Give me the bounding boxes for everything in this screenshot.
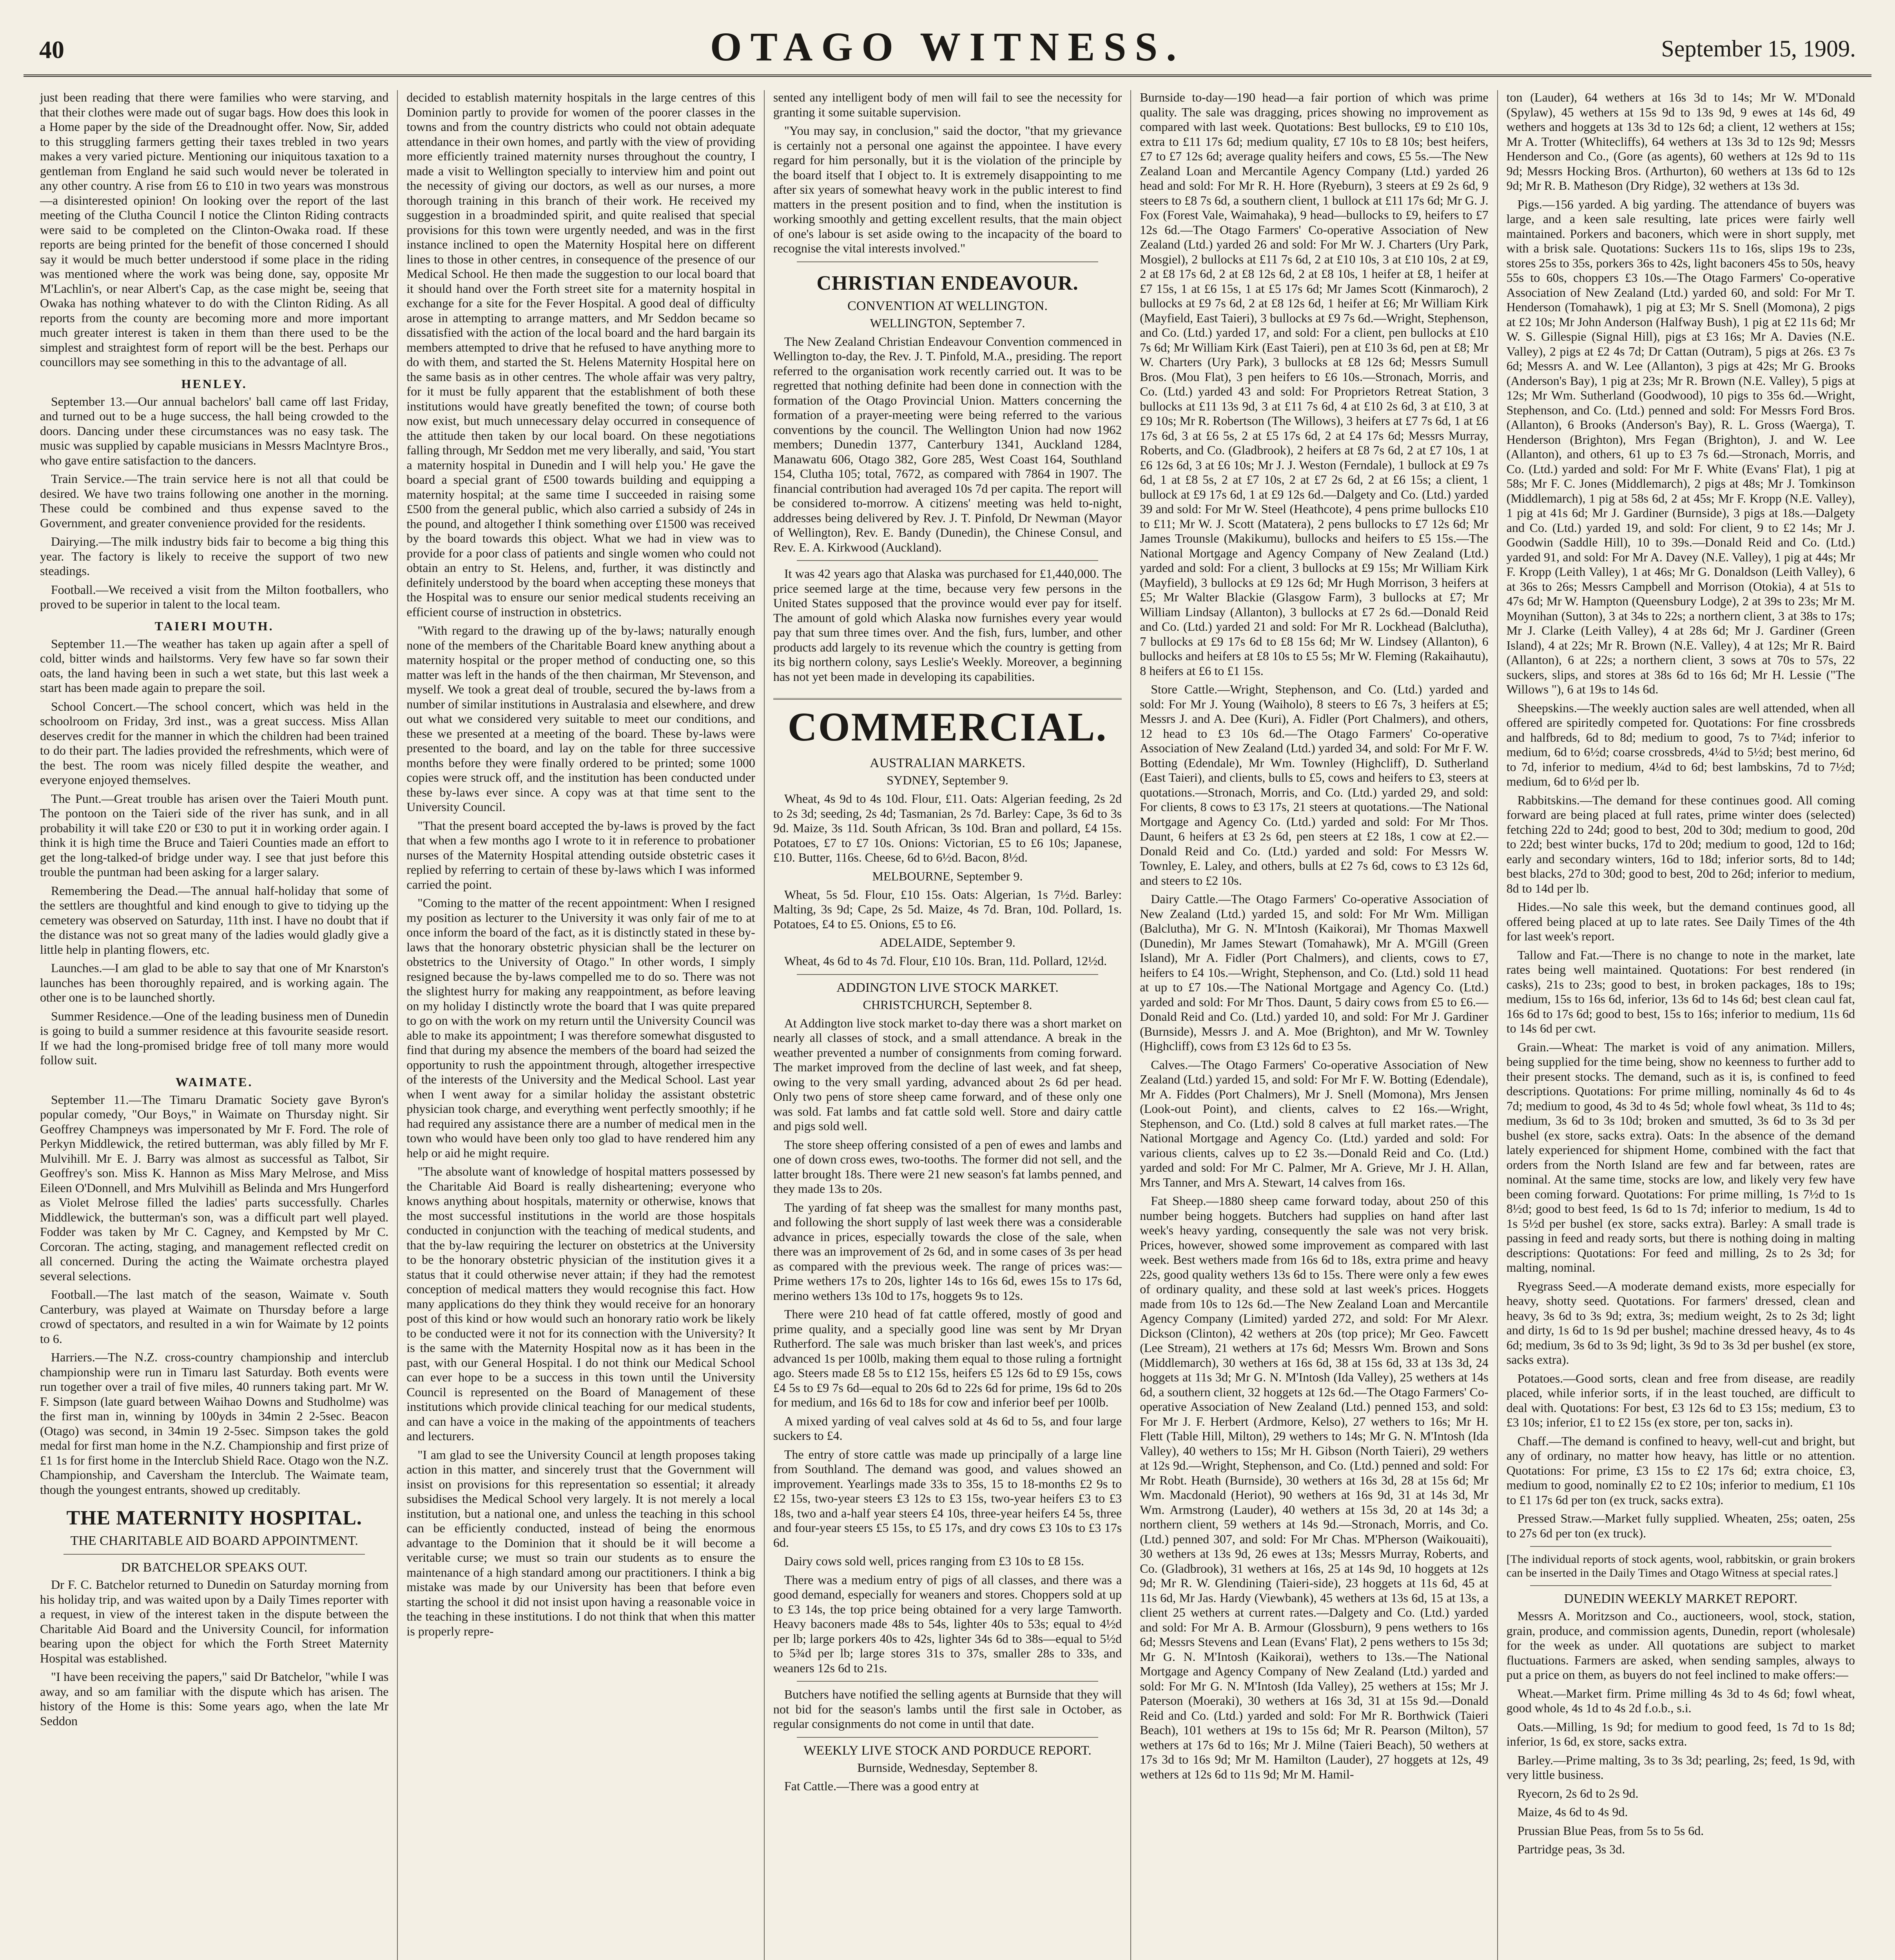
article-paragraph: "Coming to the matter of the recent appointment: When I resigned my position as lecturer to the University it was only fair of me to at once inform the board of the fact, as it is distinctly stated in these by-laws that the honorary obstetric physician shall be the lecturer on obstetrics to the University of Otago." In other words, I simply resigned because the by-laws compelled me to do so. There was not the slightest hurry for making any reappointment, as before leaving on my holiday I distinctly wrote the board that I was quite prepared to go on with the work on my return until the University Council was able to make its appointment; I was therefore somewhat disgusted to find that during my absence the members of the board had seized the opportunity to rush the appointment through, altogether irrespective of the interests of the University and the Medical School. Last year when I went away for a similar holiday the assistant obstetric physician took charge, and everything went perfectly smoothly; if he had required any assistance there are a number of medical men in the town who would have been only too glad to have rendered him any help or aid he might require. bbox=[406, 896, 755, 1160]
article-paragraph: The store sheep offering consisted of a pen of ewes and lambs and one of down cross ewes, two-tooths. The former did not sell, and the latter brought 18s. There were 21 new season's fat lambs penned, and they made 13s to 20s. bbox=[773, 1137, 1122, 1196]
dateline: ADELAIDE, September 9. bbox=[879, 935, 1016, 949]
article-paragraph: "I am glad to see the University Council at length proposes taking action in this matter, and sincerely trust that the Government will insist on provisions for this representation so essential; it already subsidises the Medical School very largely. It is not merely a local institution, but a national one, and unless the teaching in this school can be efficiently conducted, instead of being the enormous advantage to the Dominion that it should be it will become a veritable curse; we must so train our students as to ensure the maintenance of a high standard among our practitioners. I think a big mistake was made by our University has been that before even starting the school it did not insist upon having a reasonable voice in the teaching in these institutions. I do not think that when this matter is properly repre- bbox=[406, 1447, 755, 1638]
article-paragraph: Tallow and Fat.—There is no change to note in the market, late rates being well maintained. Quotations: For best rendered (in casks), 21s to 23s; good to best, in broken packages, 18s to 19s; medium, 15s to 16s 6d, inferior, 13s 6d to 14s 6d; best clean caul fat, 16s 6d to 17s 6d; good to best, 15s to 16s; inferior to medium, 11s 6d to 14s 6d per cwt. bbox=[1506, 947, 1855, 1035]
article-paragraph: September 11.—The Timaru Dramatic Society gave Byron's popular comedy, "Our Boys," in Waimate on Thursday night. Sir Geoffrey Champneys was impersonated by Mr F. Ford. The role of Perkyn Middlewick, the retired butterman, was ably filled by Mr F. Mulvihill. Mr E. J. Barry was almost as successful as Talbot, Sir Geoffrey's son. Miss K. Hannon as Miss Mary Melrose, and Miss Eileen O'Donnell, and Mrs Mulvihill as Belinda and Mrs Hungerford as Violet Melrose filled the ladies' parts successfully. Charles Middlewick, the butterman's son, was a difficult part well played. Fodder was taken by Mr C. Cagney, and Kempsted by Mr C. Corcoran. The acting, staging, and management reflected credit on all concerned. During the acting the Waimate orchestra played several selections. bbox=[40, 1092, 389, 1283]
article-paragraph: Grain.—Wheat: The market is void of any animation. Millers, being supplied for the time being, show no keenness to further add to their present stocks. The demand, such as it is, is confined to feed descriptions. Quotations: For prime milling, nominally 4s 6d to 4s 7d; medium to good, 4s 3d to 4s 5d; whole fowl wheat, 3s 11d to 4s; medium, 3s 6d to 3s 10d; broken and smutted, 3s 6d to 3s 3d per bushel (ex store, sacks extra). Oats: In the absence of the demand lately experienced for shipment Home, combined with the fact that orders from the North Island are few and far between, rates are nominal. At the same time, stocks are low, and likely very few have been coming forward. Quotations: For prime milling, 1s 7½d to 1s 8½d; good to best feed, 1s 6d to 1s 7d; inferior to medium, 1s 4d to 1s 5½d per bushel (ex store, sacks extra). Barley: A small trade is passing in feed and ready sorts, but there is nothing doing in malting descriptions: Quotations: For feed and milling, 2s to 2s 3d; for malting, nominal. bbox=[1506, 1040, 1855, 1274]
article-paragraph: School Concert.—The school concert, which was held in the schoolroom on Friday, 3rd inst., was a great success. Miss Allan deserves credit for the manner in which the children had been trained to do their part. The ladies provided the refreshments, which were of the best. The room was nicely filled despite the weather, and everyone enjoyed themselves. bbox=[40, 699, 389, 787]
column-5 bbox=[1497, 90, 1864, 1960]
column-1 bbox=[31, 90, 397, 1960]
article-paragraph: Launches.—I am glad to be able to say that one of Mr Knarston's launches has been thoroughly repaired, and is working again. The other one is to be launched shortly. bbox=[40, 961, 389, 1004]
article-paragraph: Wheat.—Market firm. Prime milling 4s 3d to 4s 6d; fowl wheat, good whole, 4s 1d to 4s 2d f.o.b., s.i. bbox=[1506, 1686, 1855, 1715]
editorial-note: [The individual reports of stock agents, wool, rabbitskin, or grain brokers can be inserted in the Daily Times and Otago Witness at special rates.] bbox=[1506, 1553, 1855, 1579]
divider bbox=[1530, 1546, 1832, 1547]
article-headline-christian-endeavour: CHRISTIAN ENDEAVOUR. bbox=[816, 272, 1079, 294]
article-paragraph: Ryecorn, 2s 6d to 2s 9d. bbox=[1517, 1786, 1639, 1800]
article-paragraph: The yarding of fat sheep was the smallest for many months past, and following the short supply of last week there was a considerable advance in prices, especially towards the close of the sale, when there was an improvement of 2s 6d, and in some cases of 3s per head as compared with the previous week. The range of prices was:—Prime wethers 17s to 20s, lighter 14s to 16s 6d, ewes 15s to 17s 6d, merino wethers 13s 10d to 17s, hoggets 9s to 12s. bbox=[773, 1200, 1122, 1303]
article-subheadline: CONVENTION AT WELLINGTON. bbox=[847, 298, 1048, 313]
article-paragraph: Wheat, 4s 6d to 4s 7d. Flour, £10 10s. Bran, 11d. Pollard, 12½d. bbox=[784, 954, 1107, 968]
article-paragraph: Football.—We received a visit from the Milton footballers, who proved to be superior in talent to the local team. bbox=[40, 582, 389, 611]
article-paragraph: Remembering the Dead.—The annual half-holiday that some of the settlers are thoughtful and kind enough to give to tidying up the cemetery was observed on Saturday, 11th inst. I have no doubt that if the distance was not so great many of the ladies would gladly give a little help in planting flowers, etc. bbox=[40, 883, 389, 956]
article-paragraph: The Punt.—Great trouble has arisen over the Taieri Mouth punt. The pontoon on the Taieri side of the river has sunk, and in all probability it will take £20 or £30 to put it in working order again. I think it is high time the Bruce and Taieri Counties made an effort to get the long-talked-of bridge under way. I see that just before this trouble the puntman had been asking for a larger salary. bbox=[40, 791, 389, 879]
section-headline-commercial: COMMERCIAL. bbox=[773, 698, 1122, 750]
divider bbox=[797, 560, 1098, 561]
article-paragraph: There was a medium entry of pigs of all classes, and there was a good demand, especially for weaners and stores. Choppers sold at up to £3 14s, the top price being obtained for a very large Tamworth. Heavy baconers made 48s to 54s, lighter 40s to 53s; equal to 4½d per lb; large porkers 40s to 42s, lighter 34s 6d to 38s—equal to 5½d to 5¾d per lb; large stores 31s to 37s, smaller 28s to 33s, and weaners 12s 6d to 21s. bbox=[773, 1572, 1122, 1675]
article-paragraph: Harriers.—The N.Z. cross-country championship and interclub championship were run in Timaru last Saturday. Both events were run together over a trail of five miles, 40 runners taking part. Mr W. F. Simpson (late guard between Waihao Downs and Studholme) was the first man in, winning by 100yds in 34min 2 2-5sec. Beacon (Otago) was second, in 34min 19 2-5sec. Simpson takes the gold medal for first man home in the N.Z. Championship and first prize of £1 1s for first home in the Interclub Shield Race. Otago won the N.Z. Championship, and Caversham the Interclub. The Waimate team, though the youngest entrants, showed up creditably. bbox=[40, 1350, 389, 1497]
section-heading-waimate: WAIMATE. bbox=[175, 1074, 253, 1089]
article-paragraph: "That the present board accepted the by-laws is proved by the fact that when a few months ago I wrote to it in reference to probationer nurses of the Maternity Hospital attending outside obstetric cases it replied by referring to certain of these by-laws which I was informed carried the point. bbox=[406, 818, 755, 891]
article-paragraph: Ryegrass Seed.—A moderate demand exists, more especially for heavy, shotty seed. Quotations. For farmers' dressed, clean and heavy, 3s 6d to 3s 9d; extra, 3s; medium weight, 2s to 2s 3d; light and dirty, 1s 6d to 1s 9d per bushel; machine dressed heavy, 4s to 4s 6d; medium, 3s 6d to 3s 9d; light, 3s 9d to 3s 3d per bushel (ex store, sacks extra). bbox=[1506, 1279, 1855, 1367]
article-paragraph: Messrs A. Moritzson and Co., auctioneers, wool, stock, station, grain, produce, and commission agents, Dunedin, report (wholesale) for the week as under. All quotations are subject to market fluctuations. Farmers are asked, when sending samples, always to put a price on them, as buyers do not feel inclined to make offers:— bbox=[1506, 1609, 1855, 1682]
article-paragraph: Store Cattle.—Wright, Stephenson, and Co. (Ltd.) yarded and sold: For Mr J. Young (Waiholo), 8 steers to £6 7s, 3 heifers at £5; Messrs J. and A. Dee (Kuri), A. Fidler (Port Chalmers), and others, 12 head to £3 10s 6d.—The Otago Farmers' Co-operative Association of New Zealand (Ltd.) yarded 34, and sold: For Mr F. W. Botting (Edendale), Mr Wm. Townley (Highcliff), D. Sutherland (East Taieri), and clients, bulls to £5, cows and heifers to £3, steers at quotations.—Stronach, Morris, and Co. (Ltd.) yarded 29, and sold: For clients, 8 cows to £3 17s, 21 steers at quotations.—The National Mortgage and Agency Co. (Ltd.) yarded and sold: For Mr Thos. Daunt, 6 heifers at £3 2s 6d, pen steers at £2 18s, 1 cow at £2.—Donald Reid and Co. (Ltd.) yarded and sold: For Messrs W. Townley, E. Laley, and others, bulls at £2 7s 6d, cows to £3 12s 6d, and steers to £2 10s. bbox=[1140, 682, 1489, 887]
article-paragraph: "The absolute want of knowledge of hospital matters possessed by the Charitable Aid Board is really disheartening; everyone who knows anything about hospitals, maternity or otherwise, knows that the most successful institutions in the world are those hospitals conducted in conjunction with the teaching of medical students, and that the by-law requiring the lecturer on obstetrics at the University to be the honorary obstetric physician of the institution gives it a status that it could otherwise never attain; if they had the remotest conception of medical matters they would recognise this fact. How many applications do they think they would receive for an honorary post of this kind or how would such an honorary ratio work be likely to be conducted were it not for its connection with the University? It is the same with the Maternity Hospital now as it has been in the past, with our General Hospital. I do not think our Medical School can ever hope to be a success in this town until the University Council is represented on the Board of Management of these institutions which provide clinical teaching for our medical students, and can have a voice in the making of the appointments of teachers and lecturers. bbox=[406, 1164, 755, 1443]
article-paragraph: Burnside to-day—190 head—a fair portion of which was prime quality. The sale was dragging, prices showing no improvement as compared with last week. Quotations: Best bullocks, £9 to £10 10s, extra to £11 17s 6d; medium quality, £7 10s to £8 10s; best heifers, £7 to £7 12s 6d; average quality heifers and cows, £5 5s.—The New Zealand Loan and Mercantile Agency Company (Ltd.) yarded 26 head and sold: For Mr R. H. Hore (Ryeburn), 3 steers at £9 2s 6d, 9 steers to £8 7s 6d, a southern client, 1 bullock at £11 17s 6d; Mr G. J. Fox (Forest Vale, Waimahaka), 9 head—bullocks to £9, heifers to £7 12s 6d.—The Otago Farmers' Co-operative Association of New Zealand (Ltd.) yarded 26 and sold: For Mr W. J. Charters (Ury Park, Mosgiel), 2 bullocks at £11 7s 6d, 2 at £10 10s, 3 at £10 10s, 2 at £9, 2 at £8 17s 6d, 2 at £8 12s 6d, 2 at £8 10s, 1 heifer at £8, 1 heifer at £7 15s, 1 at £6 15s, 1 at £5 17s 6d; Mr James Scott (Kinmaroch), 2 bullocks at £9 7s 6d, 2 at £8 12s 6d, 1 heifer at £6; Mr William Kirk (Mayfield, East Taieri), 3 bullocks at £9 7s 6d.—Wright, Stephenson, and Co. (Ltd.) yarded 17, and sold: For a client, pen bullocks at £10 7s 6d; Mr William Kirk (East Taieri), pen at £10 3s 6d, pen at £8; Mr W. Charters (Ury Park), 3 bullocks at £8 12s 6d; Messrs Sumull Bros. (Mou Flat), 3 pen heifers to £6 10s.—Stronach, Morris, and Co. (Ltd.) yarded 43 and sold: For Proprietors Retreat Station, 3 bullocks at £11 13s 9d, 3 at £11 7s 6d, 4 at £10 2s 6d, 3 at £10, 3 at £9 10s; Mr R. Robertson (The Willows), 3 heifers at £7 7s 6d, 1 at £6 17s 6d, 3 at £6 5s, 2 at £5 17s 6d, 2 at £4 17s 6d; Messrs Murray, Roberts, and Co. (Gladbrook), 2 heifers at £8 7s 6d, 2 at £7 10s, 1 at £6 12s 6d, 3 at £6 10s; Mr J. J. Weston (Ferndale), 1 bullock at £9 7s 6d, 1 at £8 5s, 2 at £7 10s, 2 at £7 2s 6d, 2 at £6 15s; a client, 1 bullock at £9 17s 6d, 1 at £9 12s 6d.—Dalgety and Co. (Ltd.) yarded 39 and sold: For Mr W. Steel (Heathcote), 4 pens prime bullocks £10 to £11; Mr W. J. Scott (Matatera), 2 pens bullocks to £7 12s 6d; Mr James Trounsle (Makikumu), bullocks and heifers to £5 15s.—The National Mortgage and Agency Company of New Zealand (Ltd.) yarded and sold: For a client, 3 bullocks at £9 15s; Mr William Kirk (Mayfield), 3 bullocks at £9 12s 6d; Mr Hugh Morrison, 3 heifers at £5; Mr Walter Blackie (Glasgow Farm), 3 bullocks at £7; Mr William Lindsay (Allanton), 3 bullocks at £7 2s 6d.—Donald Reid and Co. (Ltd.) yarded 21 and sold: For Mr R. Lockhead (Balclutha), 7 bullocks at £9 17s 6d to £8 15s 6d; Mr W. Lindsey (Allanton), 6 bullocks and heifers at £8 10s to £5 5s; Mr W. Fleming (Rakaihautu), 8 heifers at £6 to £1 15s. bbox=[1140, 90, 1489, 678]
article-paragraph: Rabbitskins.—The demand for these continues good. All coming forward are being placed at full rates, prime winter does (selected) fetching 22d to 24d; good to best, 20d to 30d; medium to good, 20d to 22d; best winter bucks, 17d to 20d; medium to good, 12d to 16d; early and secondary winters, 16d to 18d; inferior sorts, 8d to 14d; best blacks, 27d to 30d; good to best, 20d to 26d; inferior to medium, 8d to 14d per lb. bbox=[1506, 793, 1855, 895]
article-paragraph: Train Service.—The train service here is not all that could be desired. We have two trains following one another in the morning. These could be combined and thus expense saved to the Government, and greater convenience provided for the residents. bbox=[40, 472, 389, 530]
article-paragraph: Fat Cattle.—There was a good entry at bbox=[784, 1779, 979, 1793]
newspaper-title: OTAGO WITNESS. bbox=[710, 24, 1185, 69]
column-4 bbox=[1130, 90, 1497, 1960]
divider bbox=[63, 1554, 365, 1555]
article-paragraph: Barley.—Prime malting, 3s to 3s 3d; pearling, 2s; feed, 1s 9d, with very little business. bbox=[1506, 1753, 1855, 1782]
article-paragraph: Potatoes.—Good sorts, clean and free from disease, are readily placed, while inferior sorts, if in the least touched, are difficult to deal with. Quotations: For best, £3 12s 6d to £3 15s; medium, £3 to £3 10s; inferior, £1 to £2 15s (ex store, per ton, sacks in). bbox=[1506, 1371, 1855, 1429]
article-subheadline: DUNEDIN WEEKLY MARKET REPORT. bbox=[1564, 1592, 1798, 1606]
section-heading-henley: HENLEY. bbox=[181, 376, 247, 391]
article-paragraph: Oats.—Milling, 1s 9d; for medium to good feed, 1s 7d to 1s 8d; inferior, 1s 6d, ex store, sacks extra. bbox=[1506, 1719, 1855, 1748]
article-paragraph: ton (Lauder), 64 wethers at 16s 3d to 14s; Mr W. M'Donald (Spylaw), 45 wethers at 15s 9d to 13s 9d, 9 ewes at 14s 6d, 49 wethers and hoggets at 13s 3d to 12s 6d; a client, 12 wethers at 15s; Mr A. Trotter (Whitecliffs), 64 wethers at 13s 3d to 12s 9d; Messrs Henderson and Co., (Gore (as agents), 60 wethers at 12s 9d to 11s 9d; Messrs Hocking Bros. (Arthurton), 60 wethers at 13s 6d to 12s 9d; Mr R. B. Matheson (Dry Ridge), 32 wethers at 13s 3d. bbox=[1506, 90, 1855, 192]
article-paragraph: "I have been receiving the papers," said Dr Batchelor, "while I was away, and so am familiar with the dispute which has arisen. The history of the Home is this: Some years ago, when the late Mr Seddon bbox=[40, 1670, 389, 1728]
article-paragraph: Pigs.—156 yarded. A big yarding. The attendance of buyers was large, and a keen sale resulting, late prices were fairly well maintained. Porkers and baconers, which were in short supply, met with a brisk sale. Quotations: Suckers 11s to 16s, slips 19s to 23s, stores 25s to 35s, porkers 36s to 42s, light baconers 45s to 50s, heavy 55s to 60s, choppers £3 10s.—The Otago Farmers' Co-operative Association of New Zealand (Ltd.) yarded 60, and sold: For Mr T. Henderson (Tomahawk), 1 pig at £3; Mr S. Snell (Momona), 2 pigs at £2 10s; Mr John Anderson (Halfway Bush), 1 pig at £2 11s 6d; Mr W. S. Gillespie (Signal Hill), pigs at £3 16s; Mr A. Davies (N.E. Valley), 2 pigs at £2 4s 7d; Dr Cattan (Outram), 5 pigs at 26s. £3 7s 6d; Messrs A. and W. Lee (Allanton), 3 pigs at 42s; Mr G. Brooks (Anderson's Bay), 1 pig at 23s; Mr R. Brown (N.E. Valley), 5 pigs at 12s; Mr Wm. Sutherland (Goodwood), 10 pigs to 35s 6d.—Wright, Stephenson, and Co. (Ltd.) penned and sold: For Messrs Ford Bros. (Allanton), 6 Brooks (Anderson's Bay), R. L. Gross (Waerga), T. Henderson (Brighton), Mrs Fegan (Brighton), J. and W. Lee (Allanton), and others, 61 up to £3 7s 6d.—Stronach, Morris, and Co. (Ltd.) yarded and sold: For Mr F. White (Evans' Flat), 1 pig at 58s; Mr F. C. Jones (Middlemarch), 2 pigs at 48s; Mr J. Tomkinson (Middlemarch), 1 pig at 58s 6d, 2 at 45s; Mr F. Kropp (N.E. Valley), 1 pig at 41s 6d; Mr J. Gardiner (Burnside), 3 pigs at 18s.—Dalgety and Co. (Ltd.) yarded 19, and sold: For client, 9 to £2 14s; Mr J. Goodwin (Saddle Hill), 10 to 39s.—Donald Reid and Co. (Ltd.) yarded 91, and sold: For Mr A. Davey (N.E. Valley), 1 pig at 44s; Mr F. Kropp (Leith Valley), 1 at 46s; Mr G. Donaldson (Leith Valley), 6 at 36s to 26s; Messrs Campbell and Morrison (Otokia), 4 at 51s to 47s 6d; Mr W. Hampton (Queensbury Lodge), 2 at 39s to 23s; Mr M. Moynihan (Sutton), 3 at 34s to 22s; a northern client, 3 at 38s to 17s; Mr J. Clarke (Leith Valley), 4 at 28s 6d; Mr J. Gardiner (Green Island), 4 at 22s; Mr R. Brown (N.E. Valley), 4 at 12s; Mr R. Baird (Allanton), 6 at 22s; a northern client, 3 sows at 70s to 57s, 22 suckers, slips, and stores at 38s 6d to 16s 6d; Mr H. Lessie ("The Willows "), 6 at 19s to 14s 6d. bbox=[1506, 197, 1855, 696]
article-paragraph: Wheat, 4s 9d to 4s 10d. Flour, £11. Oats: Algerian feeding, 2s 2d to 2s 3d; seeding, 2s 4d; Tasmanian, 2s 7d. Barley: Cape, 3s 6d to 3s 9d. Maize, 3s 11d. South African, 3s 10d. Bran and pollard, £4 15s. Potatoes, £7 to £7 10s. Onions: Victorian, £5 to £6 10s; Japanese, £10. Butter, 116s. Cheese, 6d to 6½d. Bacon, 8½d. bbox=[773, 791, 1122, 864]
section-heading-taieri-mouth: TAIERI MOUTH. bbox=[154, 619, 274, 633]
article-paragraph: "You may say, in conclusion," said the doctor, "that my grievance is certainly not a personal one against the appointee. I have every regard for him personally, but it is the violation of the principle by the board itself that I object to. It is extremely disappointing to me after six years of somewhat heavy work in the public interest to find matters in the present position and to find, when the institution is working smoothly and getting excellent results, that the main object of one's labour is set aside owing to the incapacity of the board to recognise the vital interests involved." bbox=[773, 123, 1122, 255]
article-headline-maternity: THE MATERNITY HOSPITAL. bbox=[66, 1507, 362, 1529]
divider bbox=[797, 1681, 1098, 1682]
dateline: MELBOURNE, September 9. bbox=[872, 869, 1023, 883]
article-paragraph: Dairy Cattle.—The Otago Farmers' Co-operative Association of New Zealand (Ltd.) yarded 15, and sold: For Mr Wm. Milligan (Balclutha), Mr G. N. M'Intosh (Kaikorai), Mr Thomas Maxwell (Dunedin), Mr James Stewart (Tomahawk), Mr A. M'Gill (Green Island), Mr A. Fidler (Port Chalmers), and clients, cows to £7, heifers to £4 10s.—Wright, Stephenson, and Co. (Ltd.) sold 11 head at up to £7 10s.—The National Mortgage and Agency Co. (Ltd.) yarded and sold: For Mr Thos. Daunt, 5 dairy cows from £5 to £6.—Donald Reid and Co. (Ltd.) yarded 10, and sold: For Mr J. Gardiner (Burnside), Messrs J. and A. Moe (Brighton), and Mr W. Townley (Highcliff), cows from £3 12s 6d to £3 5s. bbox=[1140, 892, 1489, 1053]
dateline: SYDNEY, September 9. bbox=[887, 773, 1008, 787]
article-paragraph: Chaff.—The demand is confined to heavy, well-cut and bright, but any of ordinary, no matter how heavy, has little or no attention. Quotations: For prime, £3 15s to £2 17s 6d; extra choice, £3, medium to good, nominally £2 to £2 10s; inferior to medium, £1 10s to £1 17s 6d per ton (ex truck, sacks extra). bbox=[1506, 1434, 1855, 1507]
masthead bbox=[24, 16, 1871, 77]
divider bbox=[797, 974, 1098, 975]
article-paragraph: September 13.—Our annual bachelors' ball came off last Friday, and turned out to be a huge success, the hall being crowded to the doors. Dancing under these circumstances was no easy task. The music was supplied by capable musicians in Messrs Maclntyre Bros., who gave entire satisfaction to the dancers. bbox=[40, 394, 389, 467]
dateline: WELLINGTON, September 7. bbox=[870, 316, 1025, 330]
article-paragraph: Calves.—The Otago Farmers' Co-operative Association of New Zealand (Ltd.) yarded 15, and sold: For Mr F. W. Botting (Edendale), Mr A. Fiddes (Port Chalmers), Mr J. Snell (Momona), Mrs Jensen (Look-out Point), and clients, calves to £2 16s.—Wright, Stephenson, and Co. (Ltd.) sold 8 calves at full market rates.—The National Mortgage and Agency Co. (Ltd.) yarded and sold: For various clients, calves up to £2 3s.—Donald Reid and Co. (Ltd.) yarded and sold: For Mr C. Palmer, Mr A. Grieve, Mr J. H. Allan, Mrs Tanner, and Mrs A. Stewart, 14 calves from 16s. bbox=[1140, 1057, 1489, 1189]
article-paragraph: decided to establish maternity hospitals in the large centres of this Dominion partly to provide for women of the poorer classes in the towns and from the country districts who could not obtain adequate attendance in their own homes, and partly with the view of providing more efficiently trained maternity nurses throughout the country, I made a visit to Wellington specially to interview him and point out the necessity of giving our doctors, as well as our nurses, a more thorough training in this branch of their work. He received my suggestion in a broadminded spirit, and quite realised that special provisions for this town were urgently needed, and was in the first instance inclined to open the Maternity Hospital here on different lines to those in other centres, in consequence of the presence of our Medical School. He then made the suggestion to our local board that it should hand over the Forth street site for a maternity hospital in exchange for a site for the Fever Hospital. A good deal of difficulty arose in attempting to arrange matters, and Mr Seddon became so dissatisfied with the action of the local board and the hard bargain its members attempted to drive that he refused to have anything more to do with them, and started the St. Helens Maternity Hospital here on the same basis as in other centres. The whole affair was very paltry, for it must be fully apparent that the establishment of both these institutions would have greatly benefited the town; of course both now exist, but much unnecessary delay occurred in consequence of the attitude then taken by our local board. On these negotiations falling through, Mr Seddon met me very liberally, and said, 'You start a maternity hospital in Dunedin and I will help you.' He gave the board a special grant of £500 towards building and equipping a maternity hospital; at the same time I succeeded in raising some £500 from the general public, which also carried a subsidy of 24s in the pound, and altogether I think something over £1500 was received by the board towards this object. What we had in view was to provide for a poor class of patients and single women who could not obtain an entry to St. Helens, and, further, it was distinctly and definitely understood by the board when accepting these moneys that the Hospital was to ensure our senior medical students receiving an efficient course of instruction in obstetrics. bbox=[406, 90, 755, 619]
article-paragraph: Dr F. C. Batchelor returned to Dunedin on Saturday morning from his holiday trip, and was waited upon by a Daily Times reporter with a request, in view of the interest taken in the dispute between the Charitable Aid Board and the University Council, for information bearing upon the object for which the Forth Street Maternity Hospital was established. bbox=[40, 1577, 389, 1665]
article-subheadline: DR BATCHELOR SPEAKS OUT. bbox=[121, 1560, 308, 1575]
article-paragraph: sented any intelligent body of men will fail to see the necessity for granting it some suitable supervision. bbox=[773, 90, 1122, 119]
page-number: 40 bbox=[39, 36, 64, 64]
article-paragraph: Partridge peas, 3s 3d. bbox=[1517, 1842, 1625, 1856]
article-paragraph: Dairy cows sold well, prices ranging from £3 10s to £8 15s. bbox=[784, 1554, 1084, 1568]
article-paragraph: There were 210 head of fat cattle offered, mostly of good and prime quality, and a specially good line was sent by Mr Dryan Rutherford. The sale was much brisker than last week's, and prices advanced 1s per 100lb, making them equal to those ruling a fortnight ago. Steers made £8 5s to £12 15s, heifers £5 12s 6d to £9 15s, cows £4 5s to £9 7s 6d—equal to 20s 6d to 22s 6d for prime, 19s 6d to 20s for medium, and 16s 6d to 18s for cow and inferior beef per 100lb. bbox=[773, 1307, 1122, 1409]
article-paragraph: September 11.—The weather has taken up again after a spell of cold, bitter winds and hailstorms. Very few have so far sown their oats, the land having been in such a wet state, but this last week a start has been made again to prepare the soil. bbox=[40, 636, 389, 695]
article-paragraph: A mixed yarding of veal calves sold at 4s 6d to 5s, and four large suckers to £4. bbox=[773, 1414, 1122, 1443]
article-paragraph: The New Zealand Christian Endeavour Convention commenced in Wellington to-day, the Rev. J. T. Pinfold, M.A., presiding. The report referred to the organisation work recently carried out. It was to be regretted that nothing definite had been done in connection with the formation of the Otago Provincial Union. Matters concerning the formation of a prayer-meeting were being referred to the various conventions by the council. The Wellington Union had now 1962 members; Dunedin 1377, Canterbury 1341, Auckland 1284, Manawatu 606, Otago 382, Gore 285, West Coast 164, Southland 154, Clutha 105; total, 7672, as compared with 7864 in 1907. The financial contribution had averaged 10s 7d per capita. The report will be considered to-morrow. A citizens' meeting was held to-night, addresses being delivered by Rev. J. T. Pinfold, Dr Newman (Mayor of Wellington), Rev. E. Bandy (Dunedin), the Chinese Consul, and Rev. E. A. Kirkwood (Auckland). bbox=[773, 334, 1122, 554]
divider bbox=[1530, 1585, 1832, 1586]
columns bbox=[31, 90, 1864, 1960]
article-paragraph: Football.—The last match of the season, Waimate v. South Canterbury, was played at Waimate on Thursday before a large crowd of spectators, and resulted in a win for Waimate by 12 points to 6. bbox=[40, 1287, 389, 1346]
article-paragraph: "With regard to the drawing up of the by-laws; naturally enough none of the members of the Charitable Board knew anything about a maternity hospital or the proper method of conducting one, so this matter was left in the hands of the then chairman, Mr Stevenson, and myself. We took a great deal of trouble, secured the by-laws from a number of similar institutions in Australasia and elsewhere, and drew out what we considered very suitable to meet our conditions, and these we presented at a meeting of the board. These by-laws were presented to the board, and lay on the table for three successive months before they were finally ordered to be printed; some 1000 copies were struck off, and the institution has been conducted under these by-laws ever since. A copy was at that time sent to the University Council. bbox=[406, 623, 755, 814]
article-subheadline: ADDINGTON LIVE STOCK MARKET. bbox=[836, 980, 1059, 995]
article-paragraph: Dairying.—The milk industry bids fair to become a big thing this year. The factory is likely to receive the support of two new steadings. bbox=[40, 534, 389, 578]
article-paragraph: just been reading that there were families who were starving, and that their clothes were made out of sugar bags. How does this look in a Home paper by the side of the Dreadnought offer. Now, Sir, added to this struggling farmers getting their taxes trebled in two years makes a very varied picture. Mentioning our iniquitous taxation to a gentleman from England he said such would never be tolerated in any other country. A rise from £6 to £10 in two years was monstrous—a disinterested opinion! On looking over the report of the last meeting of the Clutha Council I notice the Clinton Riding contracts were said to be completed on the Clinton-Owaka road. If these reports are being printed for the benefit of those concerned I should say it would be much better understood if some place in the riding was mentioned where the work was being done, say, opposite Mr M'Lachlin's, or near Albert's Cap, as the case might be, seeing that Owaka has nothing whatever to do with the Clinton Riding. As all reports from the county are becoming more and more important much greater interest is taken in them than there used to be the simplest and straightest form of report will be the best. Perhaps our councillors may see something in this to the advantage of all. bbox=[40, 90, 389, 369]
article-paragraph: Sheepskins.—The weekly auction sales are well attended, when all offered are spiritedly competed for. Quotations: For fine crossbreds and halfbreds, 6d to 8d; medium to good, 7s to 7¼d; inferior to medium, 6d to 6½d; coarse crossbreds, 4¼d to 5½d; best merino, 6d to 7d, inferior to medium, 4¼d to 6d; best lambskins, 7d to 7½d; medium, 6d to 6½d per lb. bbox=[1506, 701, 1855, 788]
article-subheadline: AUSTRALIAN MARKETS. bbox=[870, 756, 1025, 770]
article-paragraph: Pressed Straw.—Market fully supplied. Wheaten, 25s; oaten, 25s to 27s 6d per ton (ex truck). bbox=[1506, 1511, 1855, 1540]
article-paragraph: Summer Residence.—One of the leading business men of Dunedin is going to build a summer residence at this favourite seaside resort. If we had the long-promised bridge free of toll many more would follow suit. bbox=[40, 1009, 389, 1067]
article-paragraph: Fat Sheep.—1880 sheep came forward today, about 250 of this number being hoggets. Butchers had supplies on hand after last week's heavy yarding, consequently the sale was not very brisk. Prices, however, showed some improvement as compared with last week. Best wethers made from 16s 6d to 18s, extra prime and heavy 22s, good quality wethers 13s 6d to 15s. There were only a few ewes of ordinary quality, and these sold at last week's prices. Hoggets made from 10s to 12s 6d.—The New Zealand Loan and Mercantile Agency Company (Limited) yarded 272, and sold: For Mr Alexr. Dickson (Clinton), 42 wethers at 20s (top price); Mr Geo. Fawcett (Lee Stream), 21 wethers at 17s 6d; Messrs Wm. Brown and Sons (Middlemarch), 30 wethers at 16s 6d, 38 at 15s 6d, 33 at 13s 3d, 24 hoggets at 11s 3d; Mr G. N. M'Intosh (Ida Valley), 25 wethers at 14s 6d, a southern client, 32 hoggets at 12s 6d.—The Otago Farmers' Co-operative Association of New Zealand (Ltd.) penned 153, and sold: For Mr J. F. Herbert (Ardmore, Kelso), 27 wethers to 16s; Mr H. Flett (Table Hill, Milton), 29 wethers to 14s; Mr G. N. M'Intosh (Ida Valley), 40 wethers to 15s; Mr H. Gibson (North Taieri), 29 wethers at 12s 9d.—Wright, Stephenson, and Co. (Ltd.) penned and sold: For Mr Robt. Heath (Burnside), 30 wethers at 16s 3d, 28 at 15s 6d; Mr Wm. Macdonald (Heriot), 90 wethers at 16s 9d, 31 at 14s 3d, Mr Wm. Armstrong (Lauder), 40 wethers at 15s 3d, 20 at 14s 3d; a northern client, 59 wethers at 14s 9d.—Stronach, Morris, and Co. (Ltd.) penned 307, and sold: For Mr Chas. M'Pherson (Waikouaiti), 30 wethers at 13s 9d, 26 ewes at 13s; Messrs Murray, Roberts, and Co. (Gladbrook), 31 wethers at 16s, 25 at 14s 9d, 10 hoggets at 12s 9d; Mr R. W. Glendining (Taieri-side), 23 hoggets at 11s 6d, 45 at 11s 6d, Mr Jas. Hardy (Viewbank), 45 wethers at 13s 6d, 15 at 13s, a client 25 wethers at current rates.—Dalgety and Co. (Ltd.) yarded and sold: For Mr A. B. Armour (Glossburn), 9 pens wethers to 16s 6d; Messrs Stevens and Lean (Evans' Flat), 2 pens wethers to 15s 3d; Mr G. N. M'Intosh (Kaikorai), wethers to 13s.—The National Mortgage and Agency Company of New Zealand (Ltd.) yarded and sold: For Mr G. N. M'Intosh (Ida Valley), 25 wethers at 15s; Mr J. Paterson (Moeraki), 30 wethers at 16s 3d, 31 at 15s 9d.—Donald Reid and Co. (Ltd.) yarded and sold: For Mr R. Borthwick (Taieri Beach), 101 wethers at 19s to 15s 6d; Mr R. Pearson (Milton), 57 wethers at 17s 6d to 16s; Mr J. Milne (Taieri Beach), 50 wethers at 17s 3d to 16s 9d; Mr M. Hamilton (Lauder), 27 hoggets at 12s, 49 wethers at 12s 6d to 11s 9d; Mr M. Hamil- bbox=[1140, 1194, 1489, 1781]
column-2 bbox=[397, 90, 763, 1960]
dateline: CHRISTCHURCH, September 8. bbox=[863, 997, 1032, 1012]
article-paragraph: Hides.—No sale this week, but the demand continues good, all offered being placed at up to late rates. See Daily Times of the 4th for last week's report. bbox=[1506, 900, 1855, 943]
divider bbox=[797, 1737, 1098, 1738]
article-subheadline: THE CHARITABLE AID BOARD APPOINTMENT. bbox=[70, 1534, 358, 1548]
article-paragraph: Wheat, 5s 5d. Flour, £10 15s. Oats: Algerian, 1s 7½d. Barley: Malting, 3s 9d; Cape, 2s 5d. Maize, 4s 7d. Bran, 10d. Pollard, 1s. Potatoes, £4 to £5. Onions, £5 to £6. bbox=[773, 887, 1122, 931]
article-paragraph: At Addington live stock market to-day there was a short market on nearly all classes of stock, and a small attendance. A break in the weather prevented a number of consignments from coming forward. The market improved from the decline of last week, and fat sheep, owing to the very small yarding, advanced about 2s 6d per head. Only two pens of store sheep came forward, and of these only one was sold. Fat lambs and fat cattle sold well. Store and dairy cattle and pigs sold well. bbox=[773, 1016, 1122, 1133]
article-paragraph: Prussian Blue Peas, from 5s to 5s 6d. bbox=[1517, 1823, 1704, 1838]
article-paragraph: It was 42 years ago that Alaska was purchased for £1,440,000. The price seemed large at the time, because very few persons in the United States supposed that the province would ever pay for itself. The amount of gold which Alaska now furnishes every year would pay that sum three times over. And the fish, furs, lumber, and other products add largely to its revenue which the country is getting from its big northern colony, says Leslie's Weekly. Moreover, a beginning has not yet been made in developing its capabilities. bbox=[773, 566, 1122, 684]
divider bbox=[797, 261, 1098, 262]
article-paragraph: The entry of store cattle was made up principally of a large line from Southland. The demand was good, and values showed an improvement. Yearlings made 33s to 35s, 15 to 18-months £2 9s to £2 15s, two-year steers £3 12s to £3 15s, two-year heifers £3 to £3 18s, two and a-half year steers £4 10s, three-year heifers £4 5s, three and four-year steers £5 15s, to £5 17s, and dry cows £3 10s to £3 17s 6d. bbox=[773, 1447, 1122, 1550]
article-paragraph: Butchers have notified the selling agents at Burnside that they will not bid for the season's lambs until the first sale in October, as regular consignments do not come in until that date. bbox=[773, 1687, 1122, 1731]
issue-date: September 15, 1909. bbox=[1661, 36, 1856, 62]
column-3 bbox=[764, 90, 1130, 1960]
dateline: Burnside, Wednesday, September 8. bbox=[857, 1760, 1038, 1775]
article-subheadline: WEEKLY LIVE STOCK AND PORDUCE REPORT. bbox=[803, 1743, 1092, 1758]
article-paragraph: Maize, 4s 6d to 4s 9d. bbox=[1517, 1805, 1628, 1819]
